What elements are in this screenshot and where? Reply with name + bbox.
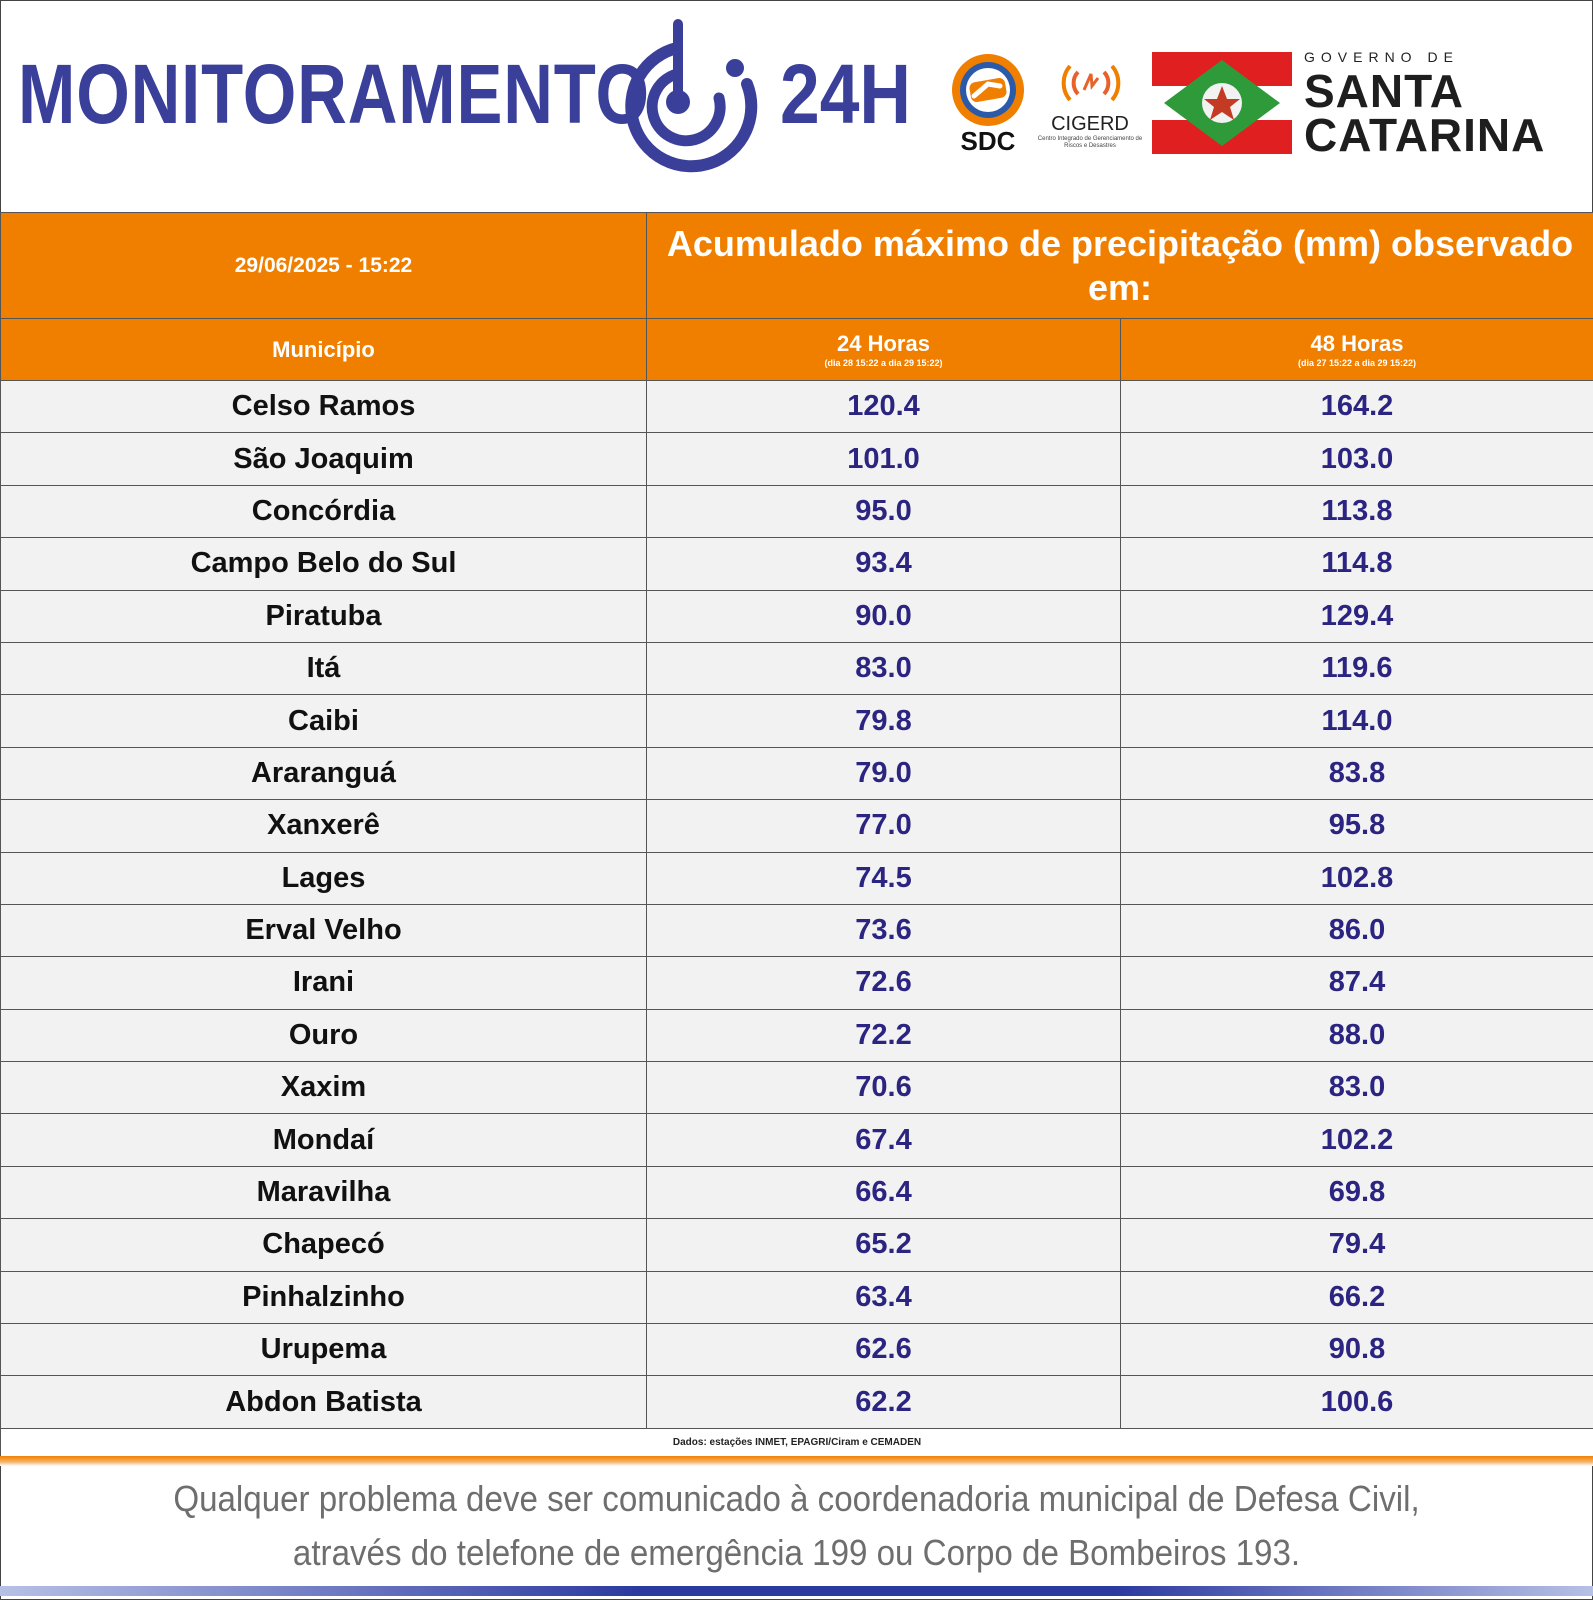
municipio-cell: Lages	[1, 852, 647, 904]
cigerd-subtitle: Centro Integrado de Gerenciamento de Riscos e Desastres	[1037, 136, 1143, 149]
value-24h-cell: 72.2	[647, 1009, 1121, 1061]
value-24h-cell: 62.6	[647, 1324, 1121, 1376]
value-24h-cell: 95.0	[647, 485, 1121, 537]
table-header-row	[1, 213, 1593, 319]
table-row	[1, 1219, 1593, 1271]
table-row	[1, 381, 1593, 433]
value-48h-cell: 90.8	[1121, 1324, 1593, 1376]
state-name-line1: SANTA	[1304, 65, 1465, 117]
value-48h-cell: 102.8	[1121, 852, 1593, 904]
value-24h-cell: 77.0	[647, 800, 1121, 852]
precipitation-table	[0, 212, 1593, 1457]
table-row	[1, 590, 1593, 642]
col-48h-range: (dia 27 15:22 a dia 29 15:22)	[1297, 357, 1417, 368]
value-48h-cell: 164.2	[1121, 381, 1593, 433]
value-48h-cell: 79.4	[1121, 1219, 1593, 1271]
municipio-cell: Celso Ramos	[1, 381, 647, 433]
col-48h-label: 48 Horas	[1310, 330, 1404, 356]
table-row	[1, 642, 1593, 694]
column-header-row	[1, 319, 1593, 381]
table-row	[1, 1009, 1593, 1061]
municipio-cell: Piratuba	[1, 590, 647, 642]
municipio-cell: Chapecó	[1, 1219, 647, 1271]
municipio-cell: Ouro	[1, 1009, 647, 1061]
santa-catarina-flag-icon	[1152, 52, 1292, 154]
municipio-cell: Araranguá	[1, 747, 647, 799]
municipio-cell: Maravilha	[1, 1166, 647, 1218]
header	[0, 0, 1593, 210]
value-24h-cell: 66.4	[647, 1166, 1121, 1218]
value-24h-cell: 74.5	[647, 852, 1121, 904]
table-row	[1, 800, 1593, 852]
blue-divider	[0, 1586, 1593, 1596]
table-row	[1, 1271, 1593, 1323]
sdc-label: SDC	[960, 126, 1016, 156]
municipio-cell: Urupema	[1, 1324, 647, 1376]
footer-notice	[64, 1472, 1530, 1580]
radar-icon	[615, 18, 771, 178]
value-48h-cell: 88.0	[1121, 1009, 1593, 1061]
value-48h-cell: 100.6	[1121, 1376, 1593, 1428]
table-row	[1, 747, 1593, 799]
value-48h-cell: 114.0	[1121, 695, 1593, 747]
value-48h-cell: 129.4	[1121, 590, 1593, 642]
value-48h-cell: 103.0	[1121, 433, 1593, 485]
value-48h-cell: 102.2	[1121, 1114, 1593, 1166]
value-48h-cell: 83.0	[1121, 1062, 1593, 1114]
value-24h-cell: 73.6	[647, 904, 1121, 956]
municipio-cell: Abdon Batista	[1, 1376, 647, 1428]
orange-divider	[0, 1456, 1593, 1466]
table-row	[1, 852, 1593, 904]
value-48h-cell: 86.0	[1121, 904, 1593, 956]
value-24h-cell: 101.0	[647, 433, 1121, 485]
value-24h-cell: 70.6	[647, 1062, 1121, 1114]
table-row	[1, 538, 1593, 590]
brand-24h: 24H	[780, 47, 911, 141]
value-24h-cell: 79.0	[647, 747, 1121, 799]
municipio-cell: Campo Belo do Sul	[1, 538, 647, 590]
value-48h-cell: 66.2	[1121, 1271, 1593, 1323]
table-row	[1, 695, 1593, 747]
state-name-line2: CATARINA	[1304, 109, 1546, 161]
value-24h-cell: 83.0	[647, 642, 1121, 694]
government-label: GOVERNO DE	[1304, 49, 1459, 65]
col-24h-header	[647, 319, 1121, 381]
cigerd-label: CIGERD	[1051, 113, 1129, 135]
value-48h-cell: 83.8	[1121, 747, 1593, 799]
table-row	[1, 1062, 1593, 1114]
value-24h-cell: 63.4	[647, 1271, 1121, 1323]
municipio-cell: Irani	[1, 957, 647, 1009]
value-24h-cell: 65.2	[647, 1219, 1121, 1271]
value-24h-cell: 79.8	[647, 695, 1121, 747]
col-24h-label: 24 Horas	[837, 330, 930, 356]
table-row	[1, 1376, 1593, 1428]
table-title: Acumulado máximo de precipitação (mm) observado em:	[647, 213, 1593, 319]
municipio-cell: Pinhalzinho	[1, 1271, 647, 1323]
value-24h-cell: 93.4	[647, 538, 1121, 590]
footer-line2: através do telefone de emergência 199 ou Corpo de Bombeiros 193.	[292, 1532, 1301, 1573]
value-24h-cell: 120.4	[647, 381, 1121, 433]
cigerd-logo-icon	[1056, 56, 1126, 112]
table-row	[1, 1166, 1593, 1218]
value-48h-cell: 113.8	[1121, 485, 1593, 537]
municipio-cell: Mondaí	[1, 1114, 647, 1166]
value-24h-cell: 67.4	[647, 1114, 1121, 1166]
table-row	[1, 1114, 1593, 1166]
source-row	[1, 1428, 1593, 1456]
value-48h-cell: 95.8	[1121, 800, 1593, 852]
value-48h-cell: 114.8	[1121, 538, 1593, 590]
table-row	[1, 904, 1593, 956]
data-source-note: Dados: estações INMET, EPAGRI/Ciram e CEMADEN	[1, 1428, 1593, 1456]
municipio-cell: Erval Velho	[1, 904, 647, 956]
table-row	[1, 957, 1593, 1009]
col-24h-range: (dia 28 15:22 a dia 29 15:22)	[824, 357, 943, 368]
table-row	[1, 1324, 1593, 1376]
table-row	[1, 485, 1593, 537]
col-municipio-header: Município	[1, 319, 647, 381]
municipio-cell: Itá	[1, 642, 647, 694]
value-24h-cell: 72.6	[647, 957, 1121, 1009]
value-48h-cell: 87.4	[1121, 957, 1593, 1009]
value-48h-cell: 119.6	[1121, 642, 1593, 694]
report-datetime: 29/06/2025 - 15:22	[1, 213, 647, 319]
municipio-cell: Caibi	[1, 695, 647, 747]
brand-word: MONITORAMENTO	[18, 47, 650, 141]
municipio-cell: Xaxim	[1, 1062, 647, 1114]
table-row	[1, 433, 1593, 485]
col-48h-header	[1121, 319, 1593, 381]
value-24h-cell: 90.0	[647, 590, 1121, 642]
footer-line1: Qualquer problema deve ser comunicado à coordenadoria municipal de Defesa Civil,	[173, 1478, 1420, 1519]
value-24h-cell: 62.2	[647, 1376, 1121, 1428]
municipio-cell: Xanxerê	[1, 800, 647, 852]
municipio-cell: Concórdia	[1, 485, 647, 537]
value-48h-cell: 69.8	[1121, 1166, 1593, 1218]
municipio-cell: São Joaquim	[1, 433, 647, 485]
